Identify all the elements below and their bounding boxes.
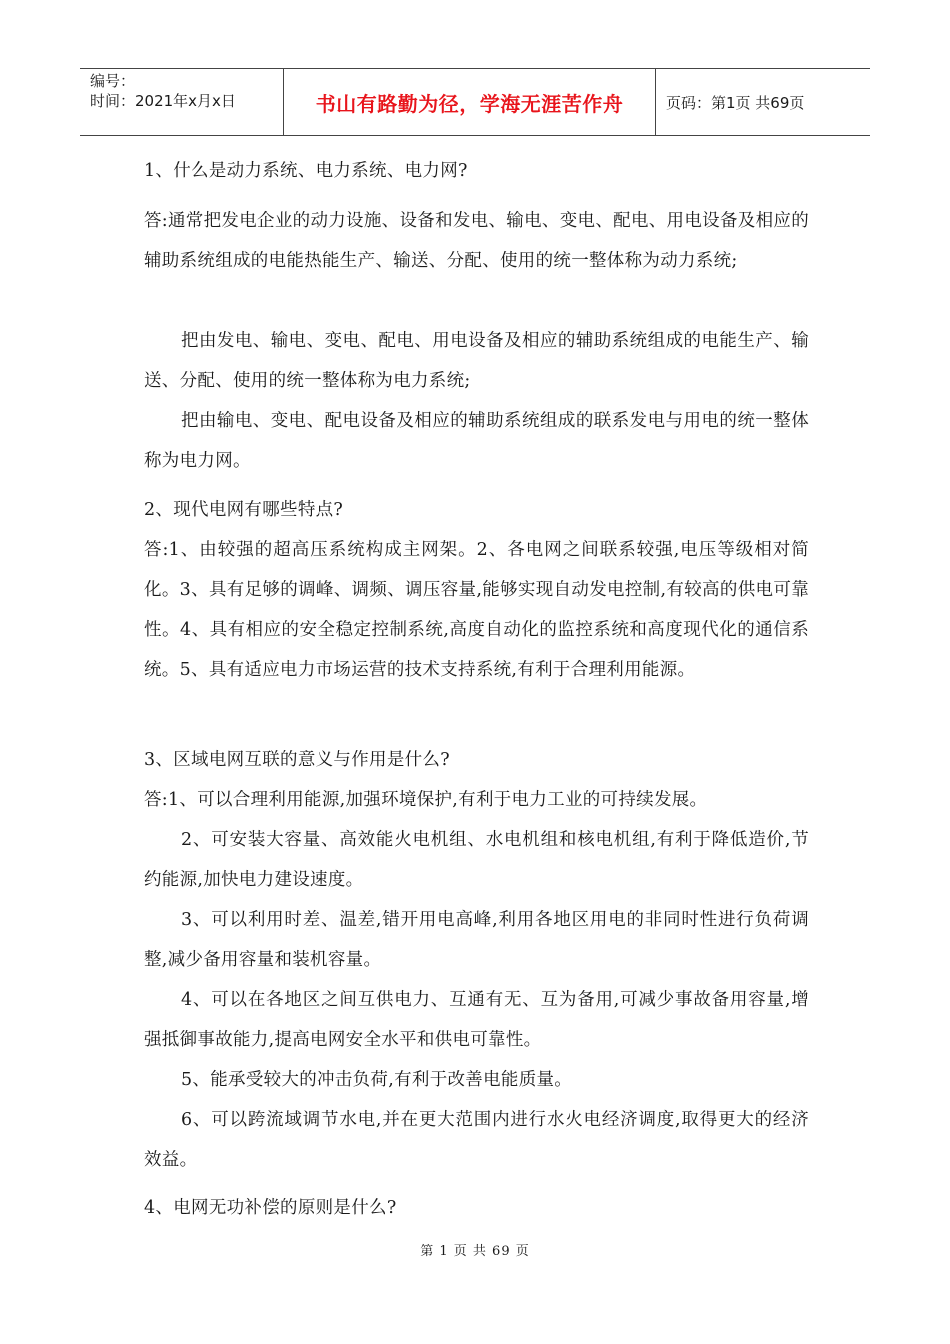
answer-paragraph: 6、可以跨流域调节水电,并在更大范围内进行水火电经济调度,取得更大的经济效益。 [144, 1110, 809, 1170]
header-page-code: 页码：第1页 共69页 [666, 93, 805, 112]
answer-paragraph: 答:通常把发电企业的动力设施、设备和发电、输电、变电、配电、用电设备及相应的辅助系统组成的电能热能生产、输送、分配、使用的统一整体称为动力系统; [144, 211, 809, 271]
answer-paragraph: 把由输电、变电、配电设备及相应的辅助系统组成的联系发电与用电的统一整体称为电力网。 [144, 411, 809, 471]
page-footer: 第 1 页 共 69 页 [420, 1244, 530, 1259]
answer-paragraph: 4、可以在各地区之间互供电力、互通有无、互为备用,可减少事故备用容量,增强抵御事故能力,提高电网安全水平和供电可靠性。 [144, 990, 809, 1050]
page-header [80, 68, 870, 136]
answer-paragraph: 2、可安装大容量、高效能火电机组、水电机组和核电机组,有利于降低造价,节约能源,加快电力建设速度。 [144, 830, 809, 890]
answer-paragraph: 把由发电、输电、变电、配电、用电设备及相应的辅助系统组成的电能生产、输送、分配、使用的统一整体称为电力系统; [144, 331, 809, 391]
document-date-label: 时间：2021年x月x日 [90, 92, 236, 110]
answer-paragraph: 答:1、可以合理利用能源,加强环境保护,有利于电力工业的可持续发展。 [144, 790, 708, 810]
answer-paragraph: 5、能承受较大的冲击负荷,有利于改善电能质量。 [181, 1070, 573, 1090]
header-slogan: 书山有路勤为径，学海无涯苦作舟 [315, 91, 624, 116]
question-heading: 4、电网无功补偿的原则是什么? [144, 1198, 397, 1218]
document-number-label: 编号： [90, 72, 136, 90]
answer-paragraph: 3、可以利用时差、温差,错开用电高峰,利用各地区用电的非同时性进行负荷调整,减少备用容量和装机容量。 [144, 910, 809, 970]
header-meta [90, 69, 282, 135]
question-heading: 2、现代电网有哪些特点? [144, 500, 344, 520]
question-heading: 1、什么是动力系统、电力系统、电力网? [144, 161, 468, 181]
answer-paragraph: 答:1、由较强的超高压系统构成主网架。2、各电网之间联系较强,电压等级相对简化。3、具有足够的调峰、调频、调压容量,能够实现自动发电控制,有较高的供电可靠性。4、具有相应的安全稳定控制系统,高度自动化的监控系统和高度现代化的通信系统。5、具有适应电力市场运营的技术支持系统,有利于合理利用能源。 [144, 540, 809, 680]
question-heading: 3、区域电网互联的意义与作用是什么? [144, 750, 450, 770]
